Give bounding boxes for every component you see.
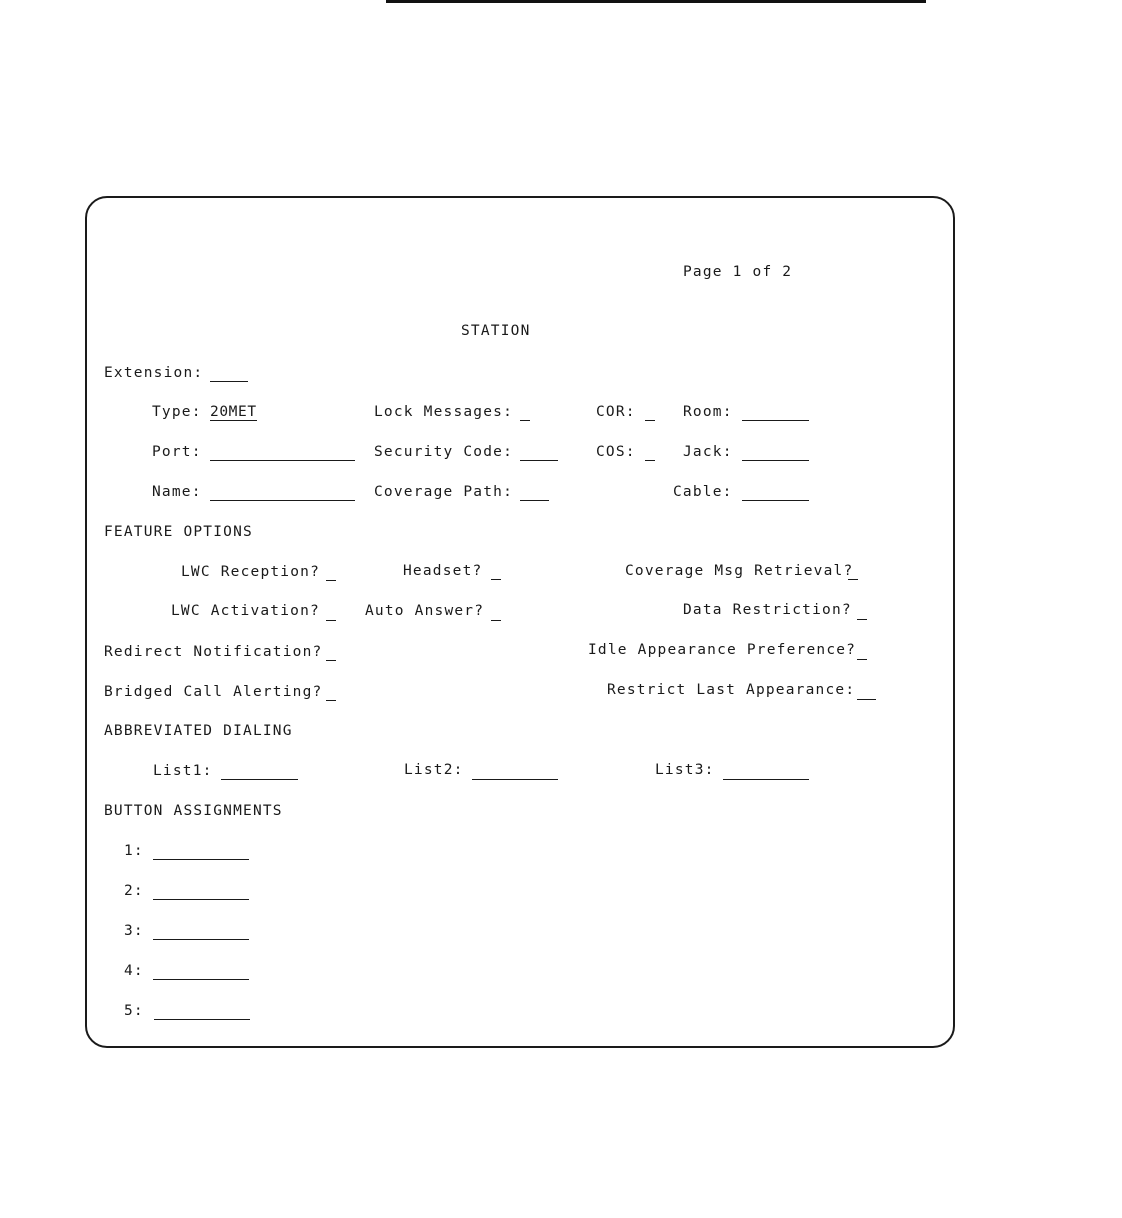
coverage-msg-retrieval-label: Coverage Msg Retrieval? [625,563,854,579]
lwc-activation-field[interactable] [326,603,336,621]
button-3-field[interactable] [153,922,249,940]
name-field[interactable] [210,483,355,501]
button-4-field[interactable] [153,962,249,980]
restrict-last-appearance-field[interactable] [857,682,876,700]
data-restriction-label: Data Restriction? [683,602,852,618]
cable-label: Cable: [673,484,733,500]
room-field[interactable] [742,403,809,421]
button-1-label: 1: [124,843,144,859]
button-2-field[interactable] [153,882,249,900]
extension-field[interactable] [210,364,248,382]
headset-field[interactable] [491,562,501,580]
data-restriction-field[interactable] [857,602,867,620]
abbreviated-dialing-heading: ABBREVIATED DIALING [104,723,293,739]
button-3-label: 3: [124,923,144,939]
idle-appearance-preference-field[interactable] [857,642,867,660]
lwc-activation-label: LWC Activation? [171,603,320,619]
cos-label: COS: [596,444,636,460]
cos-field[interactable] [645,443,655,461]
list1-field[interactable] [221,762,298,780]
page-indicator: Page 1 of 2 [683,264,793,280]
name-label: Name: [152,484,202,500]
button-assignments-heading: BUTTON ASSIGNMENTS [104,803,283,819]
type-field[interactable]: 20MET [210,404,257,420]
button-5-field[interactable] [154,1002,250,1020]
jack-field[interactable] [742,443,809,461]
form-title: STATION [461,323,531,339]
security-code-field[interactable] [520,443,558,461]
list1-label: List1: [153,763,213,779]
lwc-reception-label: LWC Reception? [181,564,321,580]
top-rule [386,0,926,3]
redirect-notification-field[interactable] [326,643,336,661]
auto-answer-field[interactable] [491,603,501,621]
list3-field[interactable] [723,762,809,780]
auto-answer-label: Auto Answer? [365,603,485,619]
cor-field[interactable] [645,403,655,421]
redirect-notification-label: Redirect Notification? [104,644,323,660]
restrict-last-appearance-label: Restrict Last Appearance: [607,682,856,698]
button-1-field[interactable] [153,842,249,860]
list2-field[interactable] [472,762,558,780]
port-label: Port: [152,444,202,460]
button-5-label: 5: [124,1003,144,1019]
cable-field[interactable] [742,483,809,501]
bridged-call-alerting-label: Bridged Call Alerting? [104,684,323,700]
list3-label: List3: [655,762,715,778]
lock-messages-field[interactable] [520,403,530,421]
button-2-label: 2: [124,883,144,899]
coverage-path-field[interactable] [520,483,549,501]
coverage-path-label: Coverage Path: [374,484,514,500]
extension-label: Extension: [104,365,204,381]
cor-label: COR: [596,404,636,420]
lock-messages-label: Lock Messages: [374,404,514,420]
security-code-label: Security Code: [374,444,514,460]
port-field[interactable] [210,443,355,461]
idle-appearance-preference-label: Idle Appearance Preference? [588,642,857,658]
list2-label: List2: [404,762,464,778]
coverage-msg-retrieval-field[interactable] [848,562,858,580]
headset-label: Headset? [403,563,483,579]
jack-label: Jack: [683,444,733,460]
room-label: Room: [683,404,733,420]
type-label: Type: [152,404,202,420]
lwc-reception-field[interactable] [326,563,336,581]
feature-options-heading: FEATURE OPTIONS [104,524,253,540]
bridged-call-alerting-field[interactable] [326,683,336,701]
button-4-label: 4: [124,963,144,979]
